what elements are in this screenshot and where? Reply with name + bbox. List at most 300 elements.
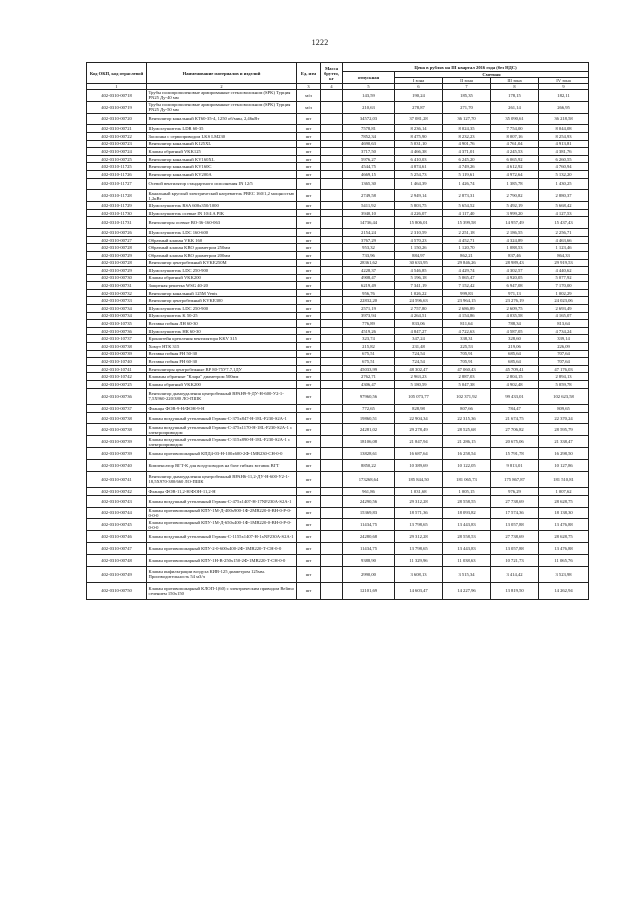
item-mass-cell [321,459,343,471]
zone-3-price-cell: 99 433,01 [491,388,539,405]
release-price-cell: 18106,08 [343,436,395,448]
table-row [87,229,589,237]
item-mass-cell [321,436,343,448]
release-price-cell: 3940,10 [343,209,395,217]
zone-1-price-cell: 16 687,64 [395,448,443,460]
table-row [87,554,589,566]
item-unit-cell: шт [297,125,321,133]
zone-3-price-cell: 4 902,48 [491,381,539,389]
item-unit-cell: шт [297,554,321,566]
release-price-cell: 4908,47 [343,274,395,282]
release-price-cell: 953,32 [343,244,395,252]
zone-2-price-cell: 185,35 [443,90,491,102]
release-price-cell: 3973,94 [343,312,395,320]
zone-1-price-cell: 14 603,47 [395,583,443,600]
table-row [87,190,589,202]
release-price-cell: 97960,56 [343,388,395,405]
zone-3-price-cell: 28 989,43 [491,259,539,267]
item-unit-cell: шт [297,259,321,267]
table-row [87,507,589,519]
item-unit-cell: шт [297,495,321,507]
zone-4-price-cell: 6 260,55 [539,155,589,163]
release-price-cell: 22832,20 [343,297,395,305]
zone-2-price-cell: 4 452,71 [443,236,491,244]
column-number: 7 [443,84,491,90]
item-mass-cell [321,412,343,424]
item-mass-cell [321,229,343,237]
item-unit-cell: шт [297,365,321,373]
zone-4-price-cell: 226,09 [539,343,589,351]
item-code-cell: 402-0310-00745 [87,519,147,531]
zone-4-price-cell: 22 370,24 [539,412,589,424]
zone-1-price-cell: 15 806,01 [395,217,443,229]
header-mass: Масса брутто, кг [321,63,343,84]
item-unit-cell: шт [297,405,321,413]
zone-2-price-cell: 2 873,31 [443,190,491,202]
zone-4-price-cell: 4 463,66 [539,236,589,244]
table-body [87,90,589,600]
item-code-cell: 402-0310-11725 [87,163,147,171]
release-price-cell: 28361,62 [343,259,395,267]
table-row [87,343,589,351]
item-unit-cell: шт [297,335,321,343]
zone-4-price-cell: 1 430,25 [539,178,589,190]
item-mass-cell [321,305,343,313]
item-mass-cell [321,274,343,282]
item-code-cell: 402-0310-11728 [87,190,147,202]
column-number: 3 [297,84,321,90]
item-name-cell: Трубы полипропиленовые армированные стекловолокном (SPK) Турция PN25 Ду-50 мм [147,101,297,113]
zone-4-price-cell: 809,65 [539,405,589,413]
item-name-cell: Защитная решетка WSG 40-20 [147,282,297,290]
item-name-cell: Заслонка с сервоприводом LKS LM230 [147,132,297,140]
item-name-cell: Клапан воздушный утепленный Гермик-С-315х890-Н-18L-F230-S2A-1 с электроприводом [147,436,297,448]
item-code-cell: 402-0310-00721 [87,125,147,133]
release-price-cell: 3767,29 [343,236,395,244]
table-row [87,388,589,405]
zone-2-price-cell: 807,66 [443,405,491,413]
item-name-cell: Шумоглушитель RSA 600x350/1000 [147,202,297,210]
item-unit-cell: шт [297,229,321,237]
item-mass-cell [321,297,343,305]
table-row [87,101,589,113]
zone-2-price-cell: 181 065,73 [443,471,491,488]
release-price-cell: 215,82 [343,343,395,351]
zone-4-price-cell: 182,11 [539,90,589,102]
item-unit-cell: шт [297,542,321,554]
item-unit-cell: шт [297,282,321,290]
item-unit-cell: шт [297,424,321,436]
zone-3-price-cell: 4 920,05 [491,274,539,282]
zone-2-price-cell: 29 846,26 [443,259,491,267]
item-name-cell: Клапан воздушный утепленный Гермик-С-375х847-Н-18L-F230-S2A-1 [147,412,297,424]
item-code-cell: 402-0310-00739 [87,436,147,448]
item-code-cell: 402-0310-00744 [87,507,147,519]
zone-3-price-cell: 971,13 [491,289,539,297]
item-unit-cell: шт [297,566,321,583]
item-code-cell: 402-0310-00731 [87,282,147,290]
zone-2-price-cell: 13 443,83 [443,542,491,554]
item-mass-cell [321,335,343,343]
zone-4-price-cell: 707,64 [539,358,589,366]
release-price-cell: 675,51 [343,350,395,358]
zone-3-price-cell: 4 035,58 [491,312,539,320]
item-code-cell: 402-0310-10742 [87,373,147,381]
item-unit-cell: шт [297,148,321,156]
item-unit-cell: шт [297,531,321,543]
zone-2-price-cell: 2 887,03 [443,373,491,381]
zone-4-price-cell: 864,33 [539,251,589,259]
item-name-cell: Шумоглушитель осевые IN 10/4 A PIK [147,209,297,217]
table-header [87,63,589,90]
release-price-cell: 210,63 [343,101,395,113]
zone-1-price-cell: 2 310,59 [395,229,443,237]
item-code-cell: 402-0310-11731 [87,217,147,229]
table-row [87,412,589,424]
item-mass-cell [321,519,343,531]
table-row [87,148,589,156]
zone-3-price-cell: 3 414,42 [491,566,539,583]
item-name-cell: Шумоглушитель K 50-25 [147,312,297,320]
zone-4-price-cell: 5 059,78 [539,381,589,389]
table-row [87,282,589,290]
header-unit: Ед. изм [297,63,321,84]
zone-1-price-cell: 11 329,96 [395,554,443,566]
zone-3-price-cell: 4 761,04 [491,140,539,148]
table-row [87,405,589,413]
item-mass-cell [321,217,343,229]
zone-3-price-cell: 5 492,19 [491,202,539,210]
zone-1-price-cell: 724,54 [395,350,443,358]
item-name-cell: Вентилятор центробежный KVKE300 [147,297,297,305]
zone-1-price-cell: 5 031,10 [395,140,443,148]
item-mass-cell [321,358,343,366]
table-row [87,155,589,163]
item-name-cell: Фланцы ФОВ-11,2-Н/ФОН-11,2-Н [147,488,297,496]
item-name-cell: Клапан воздушный утепленный Гермик-С-475х1170-Н-18L-F230-S2A-1 с электроприводом [147,424,297,436]
zone-3-price-cell: 175 867,87 [491,471,539,488]
zone-3-price-cell: 17 574,36 [491,507,539,519]
table-row [87,531,589,543]
zone-2-price-cell: 28 558,55 [443,495,491,507]
zone-1-price-cell: 8 475,90 [395,132,443,140]
table-row [87,312,589,320]
release-price-cell: 323,74 [343,335,395,343]
zone-2-price-cell: 811,64 [443,320,491,328]
zone-1-price-cell: 13 798,65 [395,542,443,554]
release-price-cell: 7578,81 [343,125,395,133]
item-code-cell: 402-0310-00729 [87,251,147,259]
zone-4-price-cell: 8 254,93 [539,132,589,140]
item-unit-cell: шт [297,459,321,471]
item-unit-cell: шт [297,358,321,366]
zone-3-price-cell: 837,46 [491,251,539,259]
zone-4-price-cell: 8 044,08 [539,125,589,133]
item-unit-cell: м/п [297,90,321,102]
item-name-cell: Обратный клапан KBO диаметром 200мм [147,251,297,259]
zone-1-price-cell: 1 026,22 [395,289,443,297]
item-name-cell: Вставка гибкая ЛН 60-30 [147,320,297,328]
item-unit-cell: шт [297,312,321,320]
item-name-cell: Вентилятор канальный K125XL [147,140,297,148]
item-code-cell: 402-0310-00738 [87,412,147,424]
item-name-cell: Шумоглушитель LDC 250-900 [147,305,297,313]
item-mass-cell [321,507,343,519]
item-code-cell: 402-0310-00726 [87,229,147,237]
item-unit-cell: шт [297,274,321,282]
item-mass-cell [321,251,343,259]
item-name-cell: Хомут НТК 315 [147,343,297,351]
release-price-cell: 2154,24 [343,229,395,237]
zone-4-price-cell: 2 693,49 [539,305,589,313]
zone-3-price-cell: 976,29 [491,488,539,496]
zone-2-price-cell: 4 749,26 [443,163,491,171]
zone-2-price-cell: 5 119,61 [443,170,491,178]
zone-3-price-cell: 2 609,75 [491,305,539,313]
zone-3-price-cell: 788,34 [491,320,539,328]
zone-4-price-cell: 1 123,46 [539,244,589,252]
item-code-cell: 402-0310-10740 [87,358,147,366]
zone-1-price-cell: 8 236,14 [395,125,443,133]
item-mass-cell [321,244,343,252]
zone-4-price-cell: 13 476,88 [539,542,589,554]
zone-3-price-cell: 178,15 [491,90,539,102]
release-price-cell: 2571,19 [343,305,395,313]
item-name-cell: Осевой вентилятор стандартного исполнения IN 12/5 [147,178,297,190]
item-name-cell: Вентилятор центробежный KVKE250M [147,259,297,267]
item-unit-cell: шт [297,305,321,313]
item-code-cell: 402-0310-00747 [87,542,147,554]
item-name-cell: Канальный круглый электрический нагреватель PBEC 160/1,2 мощностью 1,2кВт [147,190,297,202]
table-row [87,327,589,335]
page-number: 1222 [311,38,329,47]
zone-3-price-cell: 15 791,78 [491,448,539,460]
zone-1-price-cell: 13 798,65 [395,519,443,531]
zone-1-price-cell: 24 596,63 [395,297,443,305]
item-code-cell: 402-0310-00727 [87,236,147,244]
item-mass-cell [321,155,343,163]
item-code-cell: 402-0310-00728 [87,244,147,252]
zone-4-price-cell: 5 077,92 [539,274,589,282]
item-unit-cell: шт [297,507,321,519]
zone-1-price-cell: 828,98 [395,405,443,413]
zone-2-price-cell: 36 127,70 [443,113,491,125]
item-mass-cell [321,163,343,171]
item-unit-cell: шт [297,519,321,531]
release-price-cell: 7852,34 [343,132,395,140]
release-price-cell: 173268,64 [343,471,395,488]
zone-4-price-cell: 707,64 [539,350,589,358]
item-code-cell: 402-0310-00722 [87,132,147,140]
zone-1-price-cell: 4 264,51 [395,312,443,320]
zone-3-price-cell: 7 754,00 [491,125,539,133]
zone-2-price-cell: 338,31 [443,335,491,343]
zone-3-price-cell: 20 675,06 [491,436,539,448]
item-mass-cell [321,312,343,320]
column-number: 2 [147,84,297,90]
item-mass-cell [321,132,343,140]
release-price-cell: 961,86 [343,488,395,496]
table-row [87,244,589,252]
zone-2-price-cell: 271,70 [443,101,491,113]
item-name-cell: Клапан инфильтрации воздуха КИВ-125 диаметром 125мм. Производительность 54 м3/ч [147,566,297,583]
zone-2-price-cell: 16 258,54 [443,448,491,460]
release-price-cell: 6219,49 [343,282,395,290]
item-unit-cell: шт [297,297,321,305]
zone-3-price-cell: 4 587,05 [491,327,539,335]
item-name-cell: Клапан противопожарный КПУ-1М-Д-650х400-1Ф-1МВ220-0-ВН-0-Р-0-0-0-0 [147,519,297,531]
zone-4-price-cell: 4 165,07 [539,312,589,320]
item-name-cell: Шумоглушитель LDC 160-600 [147,229,297,237]
item-mass-cell [321,320,343,328]
item-mass-cell [321,289,343,297]
item-mass-cell [321,495,343,507]
zone-1-price-cell: 5 196,18 [395,274,443,282]
table-row [87,113,589,125]
item-code-cell: 402-0310-00734 [87,312,147,320]
item-mass-cell [321,209,343,217]
zone-2-price-cell: 8 232,23 [443,132,491,140]
header-zone-4: IV зона [539,78,589,84]
item-code-cell: 402-0310-10737 [87,335,147,343]
table-row [87,125,589,133]
zone-3-price-cell: 27 706,82 [491,424,539,436]
item-unit-cell: шт [297,373,321,381]
item-mass-cell [321,365,343,373]
zone-2-price-cell: 705,91 [443,358,491,366]
table-row [87,583,589,600]
release-price-cell: 2749,58 [343,190,395,202]
release-price-cell: 9388,90 [343,554,395,566]
item-name-cell: Клапан противопожарный КПД4-03-Н-100х600-2Ф-1МВ230-СН-0-0 [147,448,297,460]
header-zone-2: II зона [443,78,491,84]
release-price-cell: 11434,75 [343,519,395,531]
zone-2-price-cell: 2 686,89 [443,305,491,313]
release-price-cell: 34572,03 [343,113,395,125]
zone-2-price-cell: 4 371,01 [443,148,491,156]
item-code-cell: 402-0310-00725 [87,381,147,389]
zone-3-price-cell: 1 088,53 [491,244,539,252]
zone-2-price-cell: 1 005,15 [443,488,491,496]
zone-3-price-cell: 27 738,69 [491,495,539,507]
table-row [87,209,589,217]
item-code-cell: 402-0310-00720 [87,113,147,125]
table-row [87,289,589,297]
zone-4-price-cell: 813,64 [539,320,589,328]
zone-2-price-cell: 11 038,63 [443,554,491,566]
column-number: 5 [343,84,395,90]
item-mass-cell [321,424,343,436]
header-zone-3: III зона [491,78,539,84]
zone-3-price-cell: 10 721,73 [491,554,539,566]
zone-4-price-cell: 16 298,50 [539,448,589,460]
item-mass-cell [321,381,343,389]
zone-1-price-cell: 1 464,39 [395,178,443,190]
release-price-cell: 24280,68 [343,531,395,543]
zone-4-price-cell: 21 338,47 [539,436,589,448]
zone-4-price-cell: 5 668,42 [539,202,589,210]
zone-2-price-cell: 15 399,58 [443,217,491,229]
item-code-cell: 402-0310-00718 [87,90,147,102]
item-unit-cell: шт [297,471,321,488]
zone-4-price-cell: 266,95 [539,101,589,113]
item-mass-cell [321,583,343,600]
column-number: 8 [491,84,539,90]
item-code-cell: 402-0310-00732 [87,289,147,297]
item-unit-cell: шт [297,202,321,210]
item-name-cell: Клапаны обратные "Клара" диаметром 500мм [147,373,297,381]
table-row [87,274,589,282]
table-row [87,365,589,373]
column-number: 1 [87,84,147,90]
zone-2-price-cell: 4 901,76 [443,140,491,148]
item-mass-cell [321,267,343,275]
zone-1-price-cell: 884,97 [395,251,443,259]
item-mass-cell [321,178,343,190]
zone-2-price-cell: 10 122,05 [443,459,491,471]
item-unit-cell: шт [297,320,321,328]
item-code-cell: 402-0310-00734 [87,305,147,313]
item-code-cell: 402-0310-00725 [87,155,147,163]
item-code-cell: 402-0310-00738 [87,424,147,436]
zone-2-price-cell: 5 654,52 [443,202,491,210]
item-code-cell: 402-0310-11727 [87,178,147,190]
item-name-cell: Вентилятор канальный 125М Vents [147,289,297,297]
zone-3-price-cell: 27 738,69 [491,531,539,543]
zone-1-price-cell: 10 389,69 [395,459,443,471]
zone-4-price-cell: 3 523,98 [539,566,589,583]
zone-1-price-cell: 29 312,28 [395,495,443,507]
item-mass-cell [321,554,343,566]
item-code-cell: 402-0310-00741 [87,471,147,488]
table-row [87,140,589,148]
item-unit-cell: шт [297,412,321,424]
release-price-cell: 3717,50 [343,148,395,156]
zone-4-price-cell: 28 628,75 [539,531,589,543]
zone-4-price-cell: 4 381,76 [539,148,589,156]
table-row [87,217,589,229]
zone-3-price-cell: 4 302,57 [491,267,539,275]
release-price-cell: 1365,30 [343,178,395,190]
release-price-cell: 12101,69 [343,583,395,600]
table-row [87,373,589,381]
column-number: 4 [321,84,343,90]
zone-4-price-cell: 339,14 [539,335,589,343]
zone-4-price-cell: 47 176,03 [539,365,589,373]
table-row [87,459,589,471]
zone-1-price-cell: 1 031,68 [395,488,443,496]
table-row [87,381,589,389]
table-row [87,542,589,554]
zone-3-price-cell: 6 947,08 [491,282,539,290]
header-zone-1: I зона [395,78,443,84]
table-row [87,202,589,210]
zone-3-price-cell: 4 612,92 [491,163,539,171]
zone-3-price-cell: 23 276,19 [491,297,539,305]
zone-1-price-cell: 190,24 [395,90,443,102]
table-row [87,519,589,531]
item-code-cell: 402-0310-00739 [87,448,147,460]
zone-2-price-cell: 4 117,40 [443,209,491,217]
zone-3-price-cell: 685,64 [491,358,539,366]
zone-1-price-cell: 724,54 [395,358,443,366]
zone-4-price-cell: 11 065,76 [539,554,589,566]
item-code-cell: 402-0310-00742 [87,488,147,496]
release-price-cell: 4690,63 [343,140,395,148]
item-code-cell: 402-0310-00733 [87,297,147,305]
zone-2-price-cell: 21 286,15 [443,436,491,448]
item-code-cell: 402-0310-00740 [87,459,147,471]
